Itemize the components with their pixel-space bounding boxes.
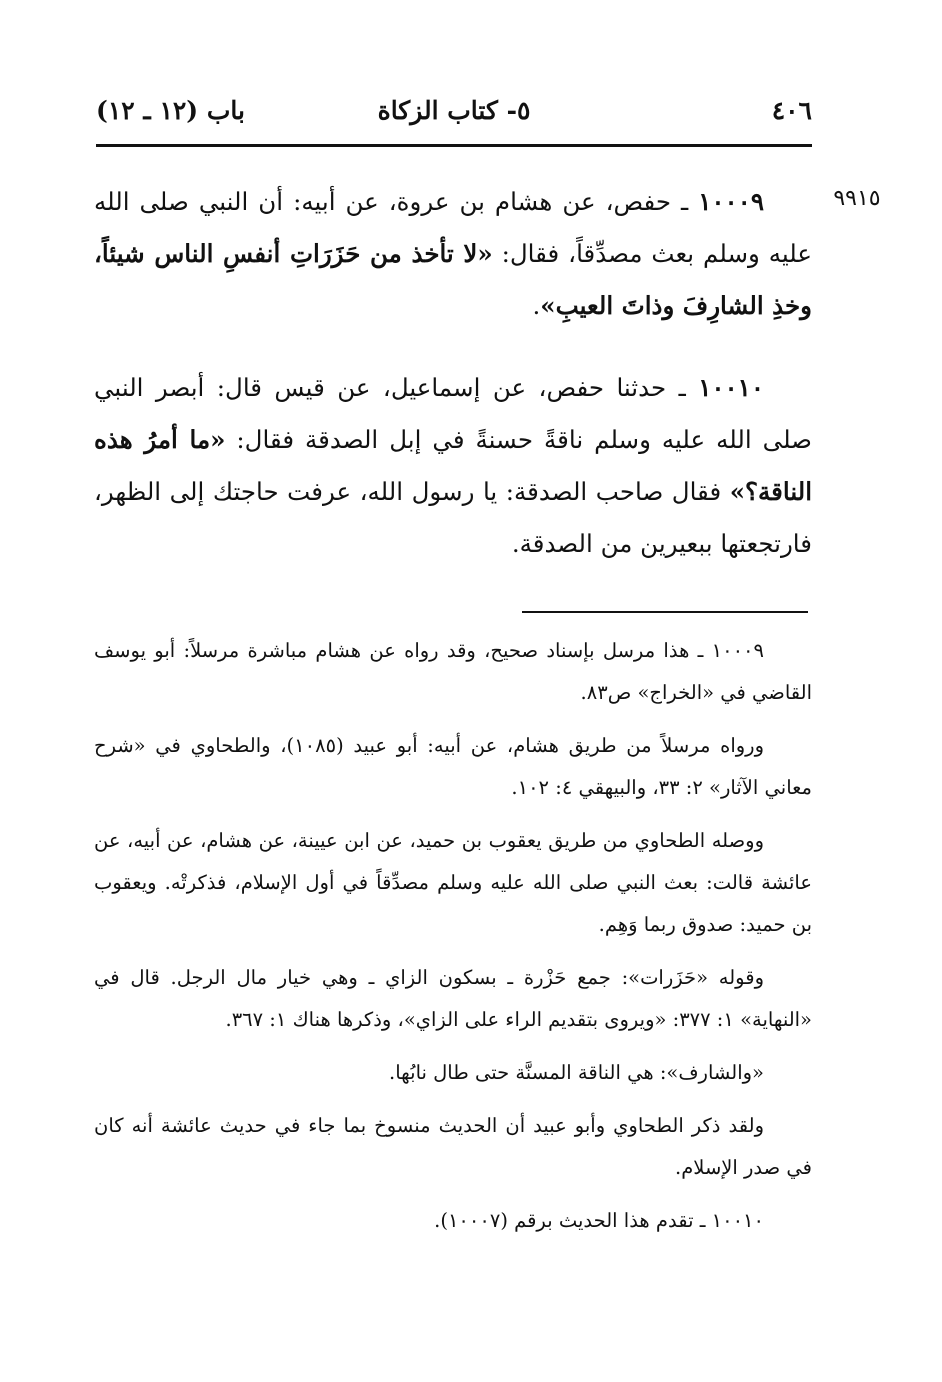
margin-running-number: ٩٩١٥ — [833, 186, 881, 211]
footnote-paragraph: ١٠٠٠٩ ـ هذا مرسل بإسناد صحيح، وقد رواه عن هشام مباشرة مرسلاً: أبو يوسف القاضي في «الخراج» ص٨٣. — [94, 639, 812, 704]
chapter-label: باب (١٢ ـ ١٢) — [96, 96, 245, 125]
footnote-paragraph: ورواه مرسلاً من طريق هشام، عن أبيه: أبو عبيد (١٠٨٥)، والطحاوي في «شرح معاني الآثار» ٢: ٣٣، والبيهقي ٤: ١٠٢. — [94, 734, 812, 799]
hadith-text: ـ حفص، عن هشام بن عروة، عن أبيه: أن النبي صلى الله عليه وسلم بعث مصدِّقاً، فقال: — [94, 187, 812, 268]
header-divider — [96, 144, 812, 147]
footnotes — [94, 630, 812, 1253]
footnote-paragraph: ووصله الطحاوي من طريق يعقوب بن حميد، عن ابن عيينة، عن هشام، عن أبيه، عن عائشة قالت: بعث النبي صلى الله عليه وسلم مصدِّقاً في أول الإسلام، فذكرتْه. ويعقوب بن حميد: صدوق ربما وَهِم. — [94, 829, 812, 936]
book-title: ٥- كتاب الزكاة — [377, 96, 531, 125]
page-number: ٤٠٦ — [771, 96, 812, 125]
footnote-paragraph: «والشارف»: هي الناقة المسنَّة حتى طال نابُها. — [389, 1061, 764, 1084]
hadith-10009 — [94, 176, 812, 332]
hadith-number: ١٠٠٠٩ — [698, 187, 764, 216]
hadith-10010 — [94, 362, 812, 570]
footnote-divider — [522, 611, 808, 613]
hadith-number: ١٠٠١٠ — [698, 373, 764, 402]
hadith-quote: «ما أمرُ هذه الناقة؟» — [94, 425, 812, 506]
footnote-paragraph: وقوله «حَزَرات»: جمع حَزْرة ـ بسكون الزاي ـ وهي خيار مال الرجل. قال في «النهاية» ١: ٣٧٧: «ويروى بتقديم الراء على الزاي»، وذكرها هناك ١: ٣٦٧. — [94, 966, 812, 1031]
hadith-end: . — [532, 291, 541, 320]
footnote-paragraph: ١٠٠١٠ ـ تقدم هذا الحديث برقم (١٠٠٠٧). — [434, 1209, 764, 1232]
hadith-quote: «لا تأخذ من حَزَرَاتِ أنفسِ الناس شيئاً، وخذِ الشارِفَ وذاتَ العيبِ» — [94, 239, 812, 320]
main-text — [94, 176, 812, 570]
hadith-text-continued: فقال صاحب الصدقة: يا رسول الله، عرفت حاجتك إلى الظهر، فارتجعتها ببعيرين من الصدقة. — [94, 477, 812, 558]
hadith-text: ـ حدثنا حفص، عن إسماعيل، عن قيس قال: أبصر النبي صلى الله عليه وسلم ناقةً حسنةً في إبل الصدقة فقال: — [94, 373, 812, 454]
footnote-paragraph: ولقد ذكر الطحاوي وأبو عبيد أن الحديث منسوخ بما جاء في حديث عائشة أنه كان في صدر الإسلام. — [94, 1114, 812, 1179]
page-header — [96, 92, 812, 136]
